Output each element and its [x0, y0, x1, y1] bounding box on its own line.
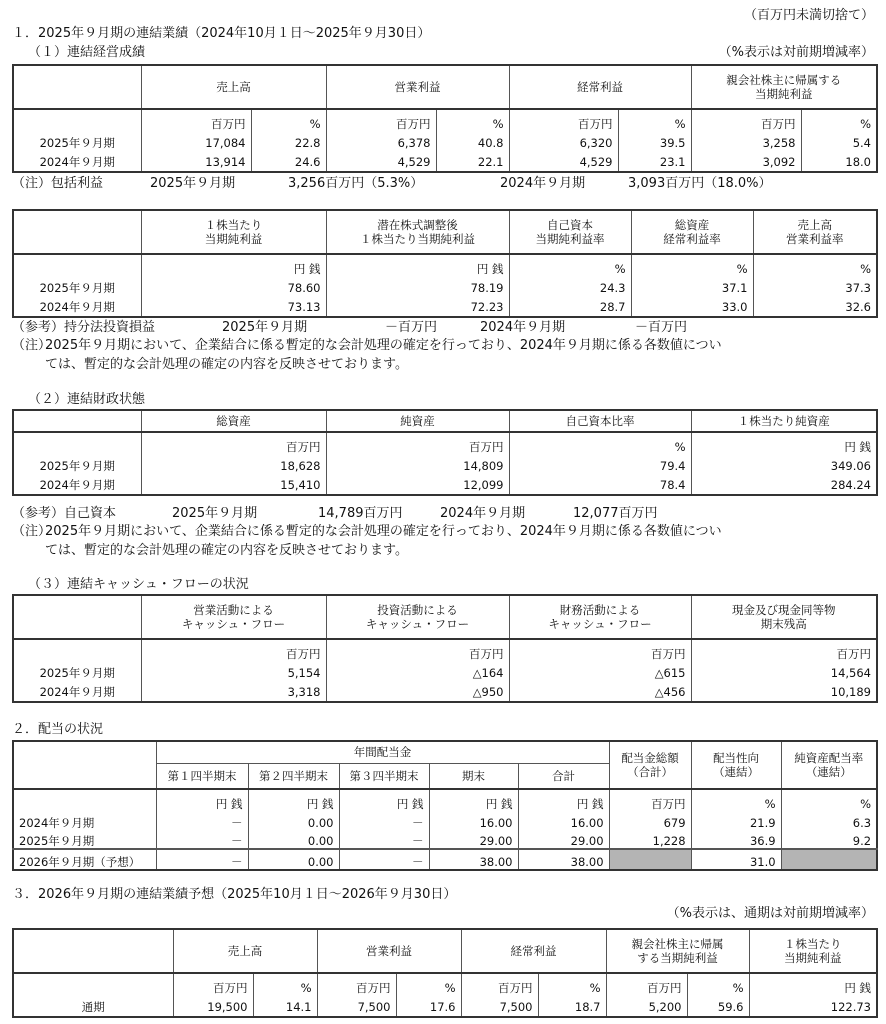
note-text: ては、暫定的な会計処理の確定の内容を反映させております。 — [45, 357, 408, 372]
spacer-cell — [606, 1014, 687, 1017]
note-segment: －百万円 — [635, 320, 688, 335]
cell-value: 349.06 — [691, 454, 877, 473]
spacer-cell — [749, 1014, 877, 1017]
cell-value: % — [538, 973, 606, 995]
spacer-cell — [13, 314, 141, 317]
spacer-cell — [801, 169, 877, 172]
cell-value: △615 — [509, 661, 691, 680]
cell-value: % — [251, 109, 326, 131]
row-label: 2024年９月期 — [13, 811, 156, 830]
note-segment: 14,789百万円 — [318, 506, 403, 521]
cell-value: 37.1 — [631, 276, 753, 295]
note-label: （注） — [12, 338, 52, 353]
column-header — [13, 595, 141, 639]
spacer-cell — [13, 1014, 173, 1017]
units-row — [13, 109, 877, 131]
cell-value: 31.0 — [691, 849, 781, 870]
cell-value: 24.3 — [509, 276, 631, 295]
cell-value: 円 銭 — [749, 973, 877, 995]
note-text: 2025年９月期において、企業結合に係る暫定的な会計処理の確定を行っており、2024年９月期に係る各数値につい — [45, 524, 722, 539]
cell-value: % — [691, 789, 781, 811]
cell-value: 29.00 — [429, 830, 518, 849]
subsection-cash-flow-title: （３）連結キャッシュ・フローの状況 — [28, 577, 249, 592]
cell-value: △164 — [326, 661, 509, 680]
cell-value: % — [396, 973, 461, 995]
note-segment: 3,256百万円（5.3%） — [288, 176, 424, 191]
cell-value: 5,154 — [141, 661, 326, 680]
cell-value: 10,189 — [691, 680, 877, 699]
column-header: １株当たり純資産 — [691, 410, 877, 432]
note-segment: 3,093百万円（18.0%） — [628, 176, 772, 191]
cell-value: 14,809 — [326, 454, 509, 473]
subsection-financial-position-title: （２）連結財政状態 — [28, 392, 146, 407]
cash-flow-table — [12, 594, 878, 703]
row-label: 2025年９月期 — [13, 454, 141, 473]
column-header: 純資産 — [326, 410, 509, 432]
spacer-cell — [753, 314, 877, 317]
table-row — [13, 811, 877, 830]
column-header: 総資産 経常利益率 — [631, 210, 753, 254]
row-label — [13, 109, 141, 131]
unit-note: （百万円未満切捨て） — [743, 8, 874, 23]
cell-value: 3,092 — [691, 150, 801, 169]
column-header: 総資産 — [141, 410, 326, 432]
table-row — [13, 473, 877, 492]
cell-value: 22.8 — [251, 131, 326, 150]
row-label — [13, 789, 156, 811]
spacer-cell — [13, 169, 141, 172]
cell-value: 円 銭 — [326, 254, 509, 276]
table-row — [13, 295, 877, 314]
cell-value: 百万円 — [691, 639, 877, 661]
header-row — [13, 65, 877, 109]
header-row — [13, 595, 877, 639]
forecast-percent-note: （%表示は、通期は対前期増減率） — [666, 906, 874, 921]
column-header: 経常利益 — [509, 65, 691, 109]
column-header: 第２四半期末 — [248, 763, 339, 789]
cell-value: 19,500 — [173, 995, 253, 1014]
cell-value: 73.13 — [141, 295, 326, 314]
row-spacer — [13, 699, 877, 702]
note-segment: 2024年９月期 — [480, 320, 566, 335]
row-label: 2025年９月期 — [13, 276, 141, 295]
units-row — [13, 639, 877, 661]
table-row — [13, 454, 877, 473]
column-header: 営業活動による キャッシュ・フロー — [141, 595, 326, 639]
spacer-cell — [141, 314, 326, 317]
note-segment: －百万円 — [385, 320, 438, 335]
note-segment: 2024年９月期 — [500, 176, 586, 191]
column-header: 自己資本 当期純利益率 — [509, 210, 631, 254]
cell-value: 14,564 — [691, 661, 877, 680]
row-label — [13, 254, 141, 276]
table-row — [13, 680, 877, 699]
cell-value: % — [618, 109, 691, 131]
note-label: （注） — [12, 524, 52, 539]
table-row — [13, 849, 877, 870]
row-label — [13, 639, 141, 661]
spacer-cell — [253, 1014, 317, 1017]
cell-value: － — [339, 830, 429, 849]
note-segment: 2025年９月期 — [172, 506, 258, 521]
column-header: 期末 — [429, 763, 518, 789]
cell-value: 14.1 — [253, 995, 317, 1014]
cell-value: － — [339, 849, 429, 870]
cell-value: 37.3 — [753, 276, 877, 295]
cell-value: － — [156, 849, 248, 870]
cell-value: 円 銭 — [429, 789, 518, 811]
column-header: １株当たり 当期純利益 — [141, 210, 326, 254]
cell-value: 23.1 — [618, 150, 691, 169]
column-header: 合計 — [518, 763, 609, 789]
column-header: 売上高 — [173, 929, 317, 973]
table-row — [13, 830, 877, 849]
cell-value: % — [801, 109, 877, 131]
cell-value: 6,378 — [326, 131, 436, 150]
column-header: 自己資本比率 — [509, 410, 691, 432]
column-header: 営業利益 — [326, 65, 509, 109]
spacer-cell — [251, 169, 326, 172]
cell-value: 18,628 — [141, 454, 326, 473]
spacer-cell — [173, 1014, 253, 1017]
row-label: 2024年９月期 — [13, 680, 141, 699]
cell-value: 百万円 — [326, 109, 436, 131]
row-label — [13, 973, 173, 995]
column-header: 純資産配当率 （連結） — [781, 741, 877, 789]
cell-value: 0.00 — [248, 830, 339, 849]
row-label: 2025年９月期 — [13, 661, 141, 680]
cell-value: % — [687, 973, 749, 995]
note-text: 2025年９月期において、企業結合に係る暫定的な会計処理の確定を行っており、2024年９月期に係る各数値につい — [45, 338, 722, 353]
column-header: 第３四半期末 — [339, 763, 429, 789]
spacer-cell — [141, 169, 251, 172]
cell-value: 28.7 — [509, 295, 631, 314]
spacer-cell — [326, 492, 509, 495]
cell-value: 円 銭 — [339, 789, 429, 811]
column-header: 財務活動による キャッシュ・フロー — [509, 595, 691, 639]
cell-value: 6,320 — [509, 131, 618, 150]
cell-value: 0.00 — [248, 811, 339, 830]
table-row — [13, 276, 877, 295]
spacer-cell — [13, 492, 141, 495]
cell-value: 78.4 — [509, 473, 691, 492]
column-header: 経常利益 — [461, 929, 606, 973]
dividends-table — [12, 740, 878, 871]
per-share-ratios-table — [12, 209, 878, 318]
cell-value: 5.4 — [801, 131, 877, 150]
cell-value: 6.3 — [781, 811, 877, 830]
column-header — [13, 210, 141, 254]
spacer-cell — [326, 314, 509, 317]
cell-value: 13,914 — [141, 150, 251, 169]
cell-value: 百万円 — [509, 109, 618, 131]
note-label: （参考）持分法投資損益 — [12, 320, 156, 335]
spacer-cell — [396, 1014, 461, 1017]
column-header — [13, 929, 173, 973]
row-spacer — [13, 169, 877, 172]
cell-value: 百万円 — [141, 639, 326, 661]
column-header — [13, 741, 156, 789]
cell-value: 18.7 — [538, 995, 606, 1014]
cell-value: 17.6 — [396, 995, 461, 1014]
note-text: ては、暫定的な会計処理の確定の内容を反映させております。 — [45, 543, 408, 558]
cell-value: % — [509, 254, 631, 276]
cell-value: % — [436, 109, 509, 131]
spacer-cell — [538, 1014, 606, 1017]
row-spacer — [13, 314, 877, 317]
cell-value: 百万円 — [609, 789, 691, 811]
cell-value: 33.0 — [631, 295, 753, 314]
spacer-cell — [631, 314, 753, 317]
row-label: 2026年９月期（予想） — [13, 849, 156, 870]
cell-value: 38.00 — [518, 849, 609, 870]
note-label: （注）包括利益 — [12, 176, 104, 191]
column-header: 現金及び現金同等物 期末残高 — [691, 595, 877, 639]
cell-value: % — [253, 973, 317, 995]
cell-value: 円 銭 — [691, 432, 877, 454]
cell-value: 284.24 — [691, 473, 877, 492]
row-label: 2025年９月期 — [13, 830, 156, 849]
note-segment: 2024年９月期 — [440, 506, 526, 521]
cell-value: 72.23 — [326, 295, 509, 314]
cell-value: 17,084 — [141, 131, 251, 150]
cell-value: 39.5 — [618, 131, 691, 150]
units-row — [13, 432, 877, 454]
column-header: 親会社株主に帰属 する当期純利益 — [606, 929, 749, 973]
cell-value: 16.00 — [518, 811, 609, 830]
cell-value: 22.1 — [436, 150, 509, 169]
cell-value: 百万円 — [173, 973, 253, 995]
row-spacer — [13, 1014, 877, 1017]
subsection-operating-results-title: （１）連結経営成績 — [28, 45, 146, 60]
cell-value: 18.0 — [801, 150, 877, 169]
cell-value: % — [631, 254, 753, 276]
cell-value: 百万円 — [141, 109, 251, 131]
spacer-cell — [326, 169, 436, 172]
cell-value: 79.4 — [509, 454, 691, 473]
spacer-cell — [141, 492, 326, 495]
spacer-cell — [509, 699, 691, 702]
cell-value: 0.00 — [248, 849, 339, 870]
cell-value: % — [509, 432, 691, 454]
percent-note: （%表示は対前期増減率） — [718, 45, 874, 60]
cell-value: 百万円 — [141, 432, 326, 454]
note-label: （参考）自己資本 — [12, 506, 117, 521]
column-header — [13, 65, 141, 109]
header-row — [13, 410, 877, 432]
column-header: 親会社株主に帰属する 当期純利益 — [691, 65, 877, 109]
column-header: 潜在株式調整後 １株当たり当期純利益 — [326, 210, 509, 254]
column-header: 売上高 — [141, 65, 326, 109]
header-row — [13, 929, 877, 973]
cell-value: 円 銭 — [248, 789, 339, 811]
cell-value: 4,529 — [509, 150, 618, 169]
cell-value: % — [753, 254, 877, 276]
cell-value: △950 — [326, 680, 509, 699]
spacer-cell — [618, 169, 691, 172]
table-row — [13, 150, 877, 169]
row-label — [13, 432, 141, 454]
cell-value: 百万円 — [691, 109, 801, 131]
spacer-cell — [141, 699, 326, 702]
cell-value: 円 銭 — [518, 789, 609, 811]
financial-position-table — [12, 409, 878, 496]
table-row — [13, 995, 877, 1014]
units-row — [13, 789, 877, 811]
cell-value: 24.6 — [251, 150, 326, 169]
column-header — [13, 410, 141, 432]
column-header: 配当性向 （連結） — [691, 741, 781, 789]
cell-value: 122.73 — [749, 995, 877, 1014]
row-label: 2025年９月期 — [13, 131, 141, 150]
spacer-cell — [13, 699, 141, 702]
cell-value — [609, 849, 691, 870]
cell-value: 5,200 — [606, 995, 687, 1014]
cell-value: 16.00 — [429, 811, 518, 830]
units-row — [13, 973, 877, 995]
cell-value: － — [156, 811, 248, 830]
cell-value: 12,099 — [326, 473, 509, 492]
row-label: 2024年９月期 — [13, 473, 141, 492]
spacer-cell — [326, 699, 509, 702]
spacer-cell — [691, 699, 877, 702]
spacer-cell — [461, 1014, 538, 1017]
cell-value: 百万円 — [317, 973, 396, 995]
cell-value: 7,500 — [461, 995, 538, 1014]
cell-value: 36.9 — [691, 830, 781, 849]
cell-value: 59.6 — [687, 995, 749, 1014]
cell-value: 4,529 — [326, 150, 436, 169]
cell-value: 7,500 — [317, 995, 396, 1014]
column-header: 投資活動による キャッシュ・フロー — [326, 595, 509, 639]
cell-value: 1,228 — [609, 830, 691, 849]
forecast-table — [12, 928, 878, 1018]
spacer-cell — [687, 1014, 749, 1017]
cell-value: 78.19 — [326, 276, 509, 295]
cell-value: △456 — [509, 680, 691, 699]
cell-value: － — [339, 811, 429, 830]
column-header: 売上高 営業利益率 — [753, 210, 877, 254]
cell-value: － — [156, 830, 248, 849]
table-row — [13, 131, 877, 150]
spacer-cell — [509, 314, 631, 317]
cell-value: 29.00 — [518, 830, 609, 849]
note-segment: 2025年９月期 — [222, 320, 308, 335]
cell-value: % — [781, 789, 877, 811]
table-row — [13, 661, 877, 680]
spacer-cell — [691, 169, 801, 172]
column-header: 配当金総額 （合計） — [609, 741, 691, 789]
cell-value: 3,318 — [141, 680, 326, 699]
column-header: 第１四半期末 — [156, 763, 248, 789]
cell-value — [781, 849, 877, 870]
spacer-cell — [509, 169, 618, 172]
cell-value: 円 銭 — [156, 789, 248, 811]
operating-results-table — [12, 64, 878, 173]
column-header: 年間配当金 — [156, 741, 609, 763]
row-label: 通期 — [13, 995, 173, 1014]
cell-value: 円 銭 — [141, 254, 326, 276]
row-label: 2024年９月期 — [13, 150, 141, 169]
row-label: 2024年９月期 — [13, 295, 141, 314]
section-2-title: ２．配当の状況 — [12, 722, 104, 737]
cell-value: 百万円 — [461, 973, 538, 995]
spacer-cell — [436, 169, 509, 172]
section-1-title: １．2025年９月期の連結業績（2024年10月１日～2025年９月30日） — [12, 26, 431, 41]
cell-value: 78.60 — [141, 276, 326, 295]
header-row — [13, 741, 877, 763]
cell-value: 679 — [609, 811, 691, 830]
cell-value: 百万円 — [509, 639, 691, 661]
cell-value: 百万円 — [606, 973, 687, 995]
spacer-cell — [317, 1014, 396, 1017]
units-row — [13, 254, 877, 276]
cell-value: 百万円 — [326, 639, 509, 661]
spacer-cell — [691, 492, 877, 495]
section-3-title: ３．2026年９月期の連結業績予想（2025年10月１日～2026年９月30日） — [12, 887, 457, 902]
column-header: １株当たり 当期純利益 — [749, 929, 877, 973]
cell-value: 32.6 — [753, 295, 877, 314]
cell-value: 15,410 — [141, 473, 326, 492]
cell-value: 40.8 — [436, 131, 509, 150]
note-segment: 2025年９月期 — [150, 176, 236, 191]
cell-value: 21.9 — [691, 811, 781, 830]
row-spacer — [13, 492, 877, 495]
header-row — [13, 210, 877, 254]
cell-value: 3,258 — [691, 131, 801, 150]
column-header: 営業利益 — [317, 929, 461, 973]
cell-value: 百万円 — [326, 432, 509, 454]
spacer-cell — [509, 492, 691, 495]
note-segment: 12,077百万円 — [573, 506, 658, 521]
cell-value: 38.00 — [429, 849, 518, 870]
cell-value: 9.2 — [781, 830, 877, 849]
